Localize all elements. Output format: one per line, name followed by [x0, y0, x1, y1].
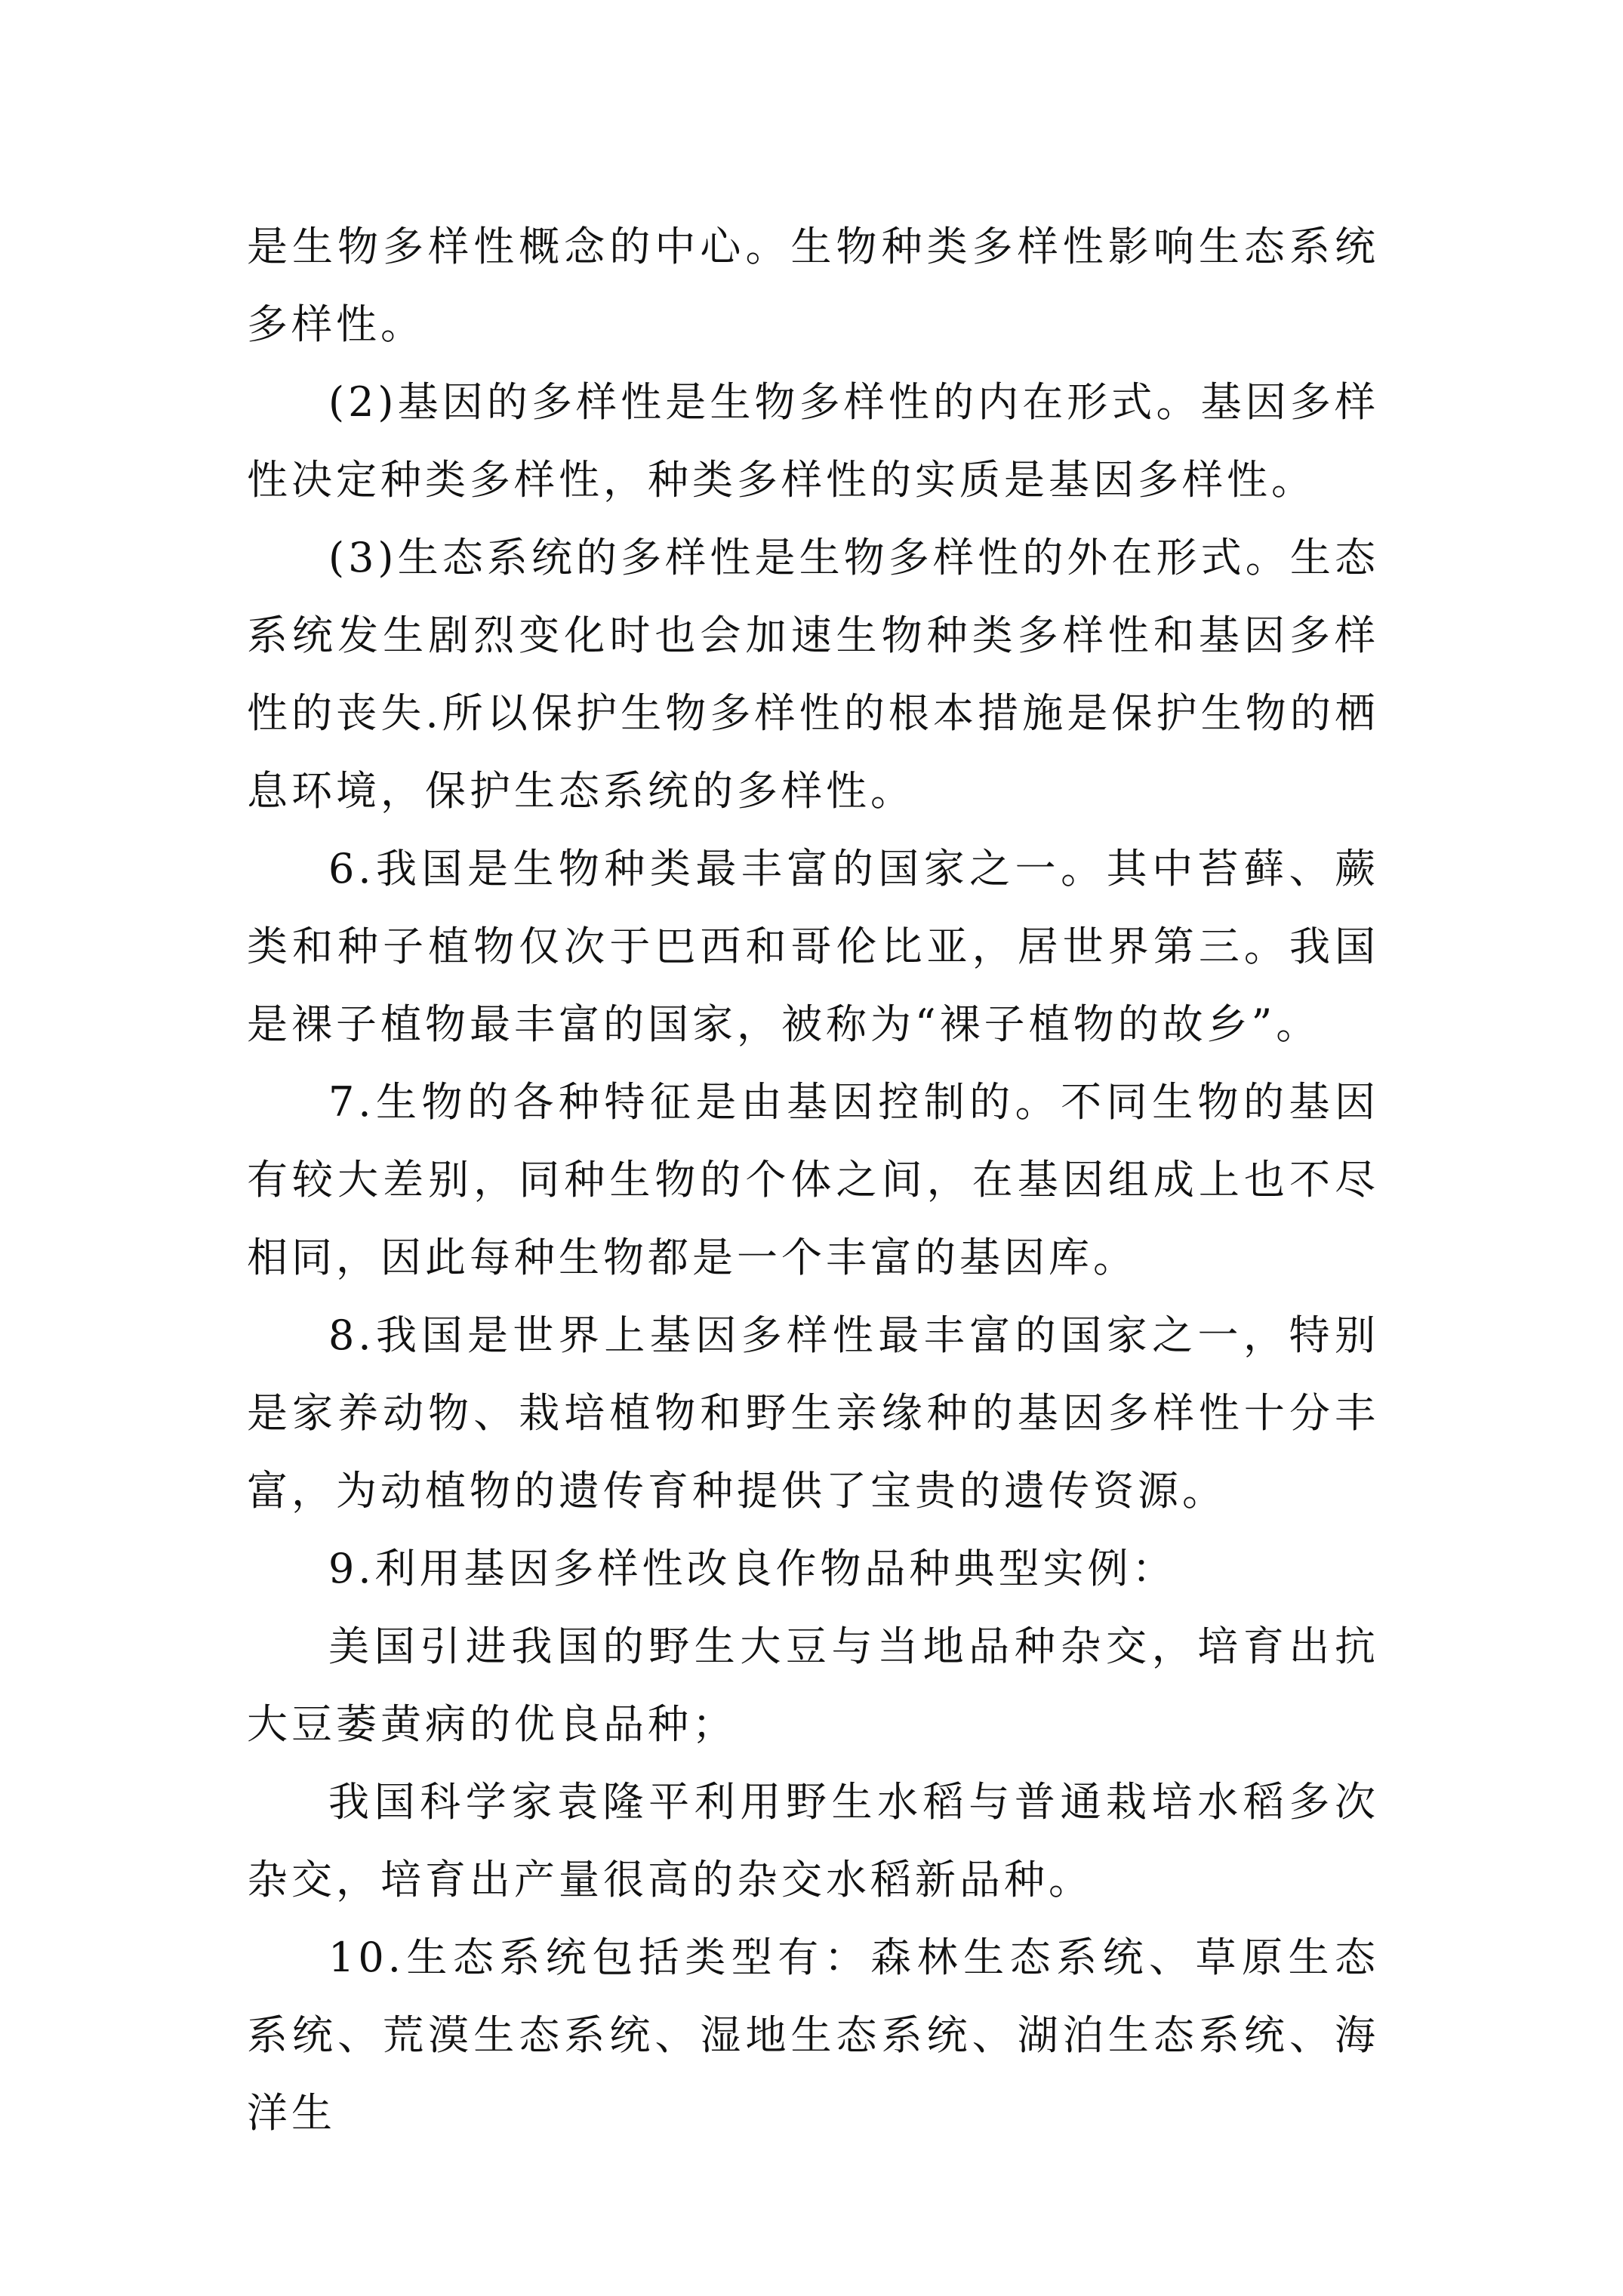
paragraph-item-10: 10.生态系统包括类型有：森林生态系统、草原生态系统、荒漠生态系统、湿地生态系统、湖泊生态系统、海洋生	[247, 1934, 1379, 2137]
paragraph-item-9: 9.利用基因多样性改良作物品种典型实例：	[328, 1545, 1177, 1592]
paragraph-gene-diversity: (2)基因的多样性是生物多样性的内在形式。基因多样性决定种类多样性，种类多样性的实质是基因多样性。	[247, 378, 1379, 504]
paragraph-item-6: 6.我国是生物种类最丰富的国家之一。其中苔藓、蕨类和种子植物仅次于巴西和哥伦比亚，居世界第三。我国是裸子植物最丰富的国家，被称为“裸子植物的故乡”。	[247, 845, 1379, 1048]
document-body	[247, 208, 1379, 2152]
paragraph-ecosystem-diversity: (3)生态系统的多样性是生物多样性的外在形式。生态系统发生剧烈变化时也会加速生物种类多样性和基因多样性的丧失.所以保护生物多样性的根本措施是保护生物的栖息环境，保护生态系统的多样性。	[247, 534, 1379, 815]
paragraph-item-7: 7.生物的各种特征是由基因控制的。不同生物的基因有较大差别，同种生物的个体之间，在基因组成上也不尽相同，因此每种生物都是一个丰富的基因库。	[247, 1078, 1379, 1281]
paragraph-rice-example: 我国科学家袁隆平利用野生水稻与普通栽培水稻多次杂交，培育出产量很高的杂交水稻新品种。	[247, 1778, 1379, 1903]
paragraph-continuation: 是生物多样性概念的中心。生物种类多样性影响生态系统多样性。	[247, 223, 1379, 348]
paragraph-item-8: 8.我国是世界上基因多样性最丰富的国家之一，特别是家养动物、栽培植物和野生亲缘种的基因多样性十分丰富，为动植物的遗传育种提供了宝贵的遗传资源。	[247, 1311, 1379, 1515]
paragraph-soybean-example: 美国引进我国的野生大豆与当地品种杂交，培育出抗大豆萎黄病的优良品种；	[247, 1623, 1379, 1748]
